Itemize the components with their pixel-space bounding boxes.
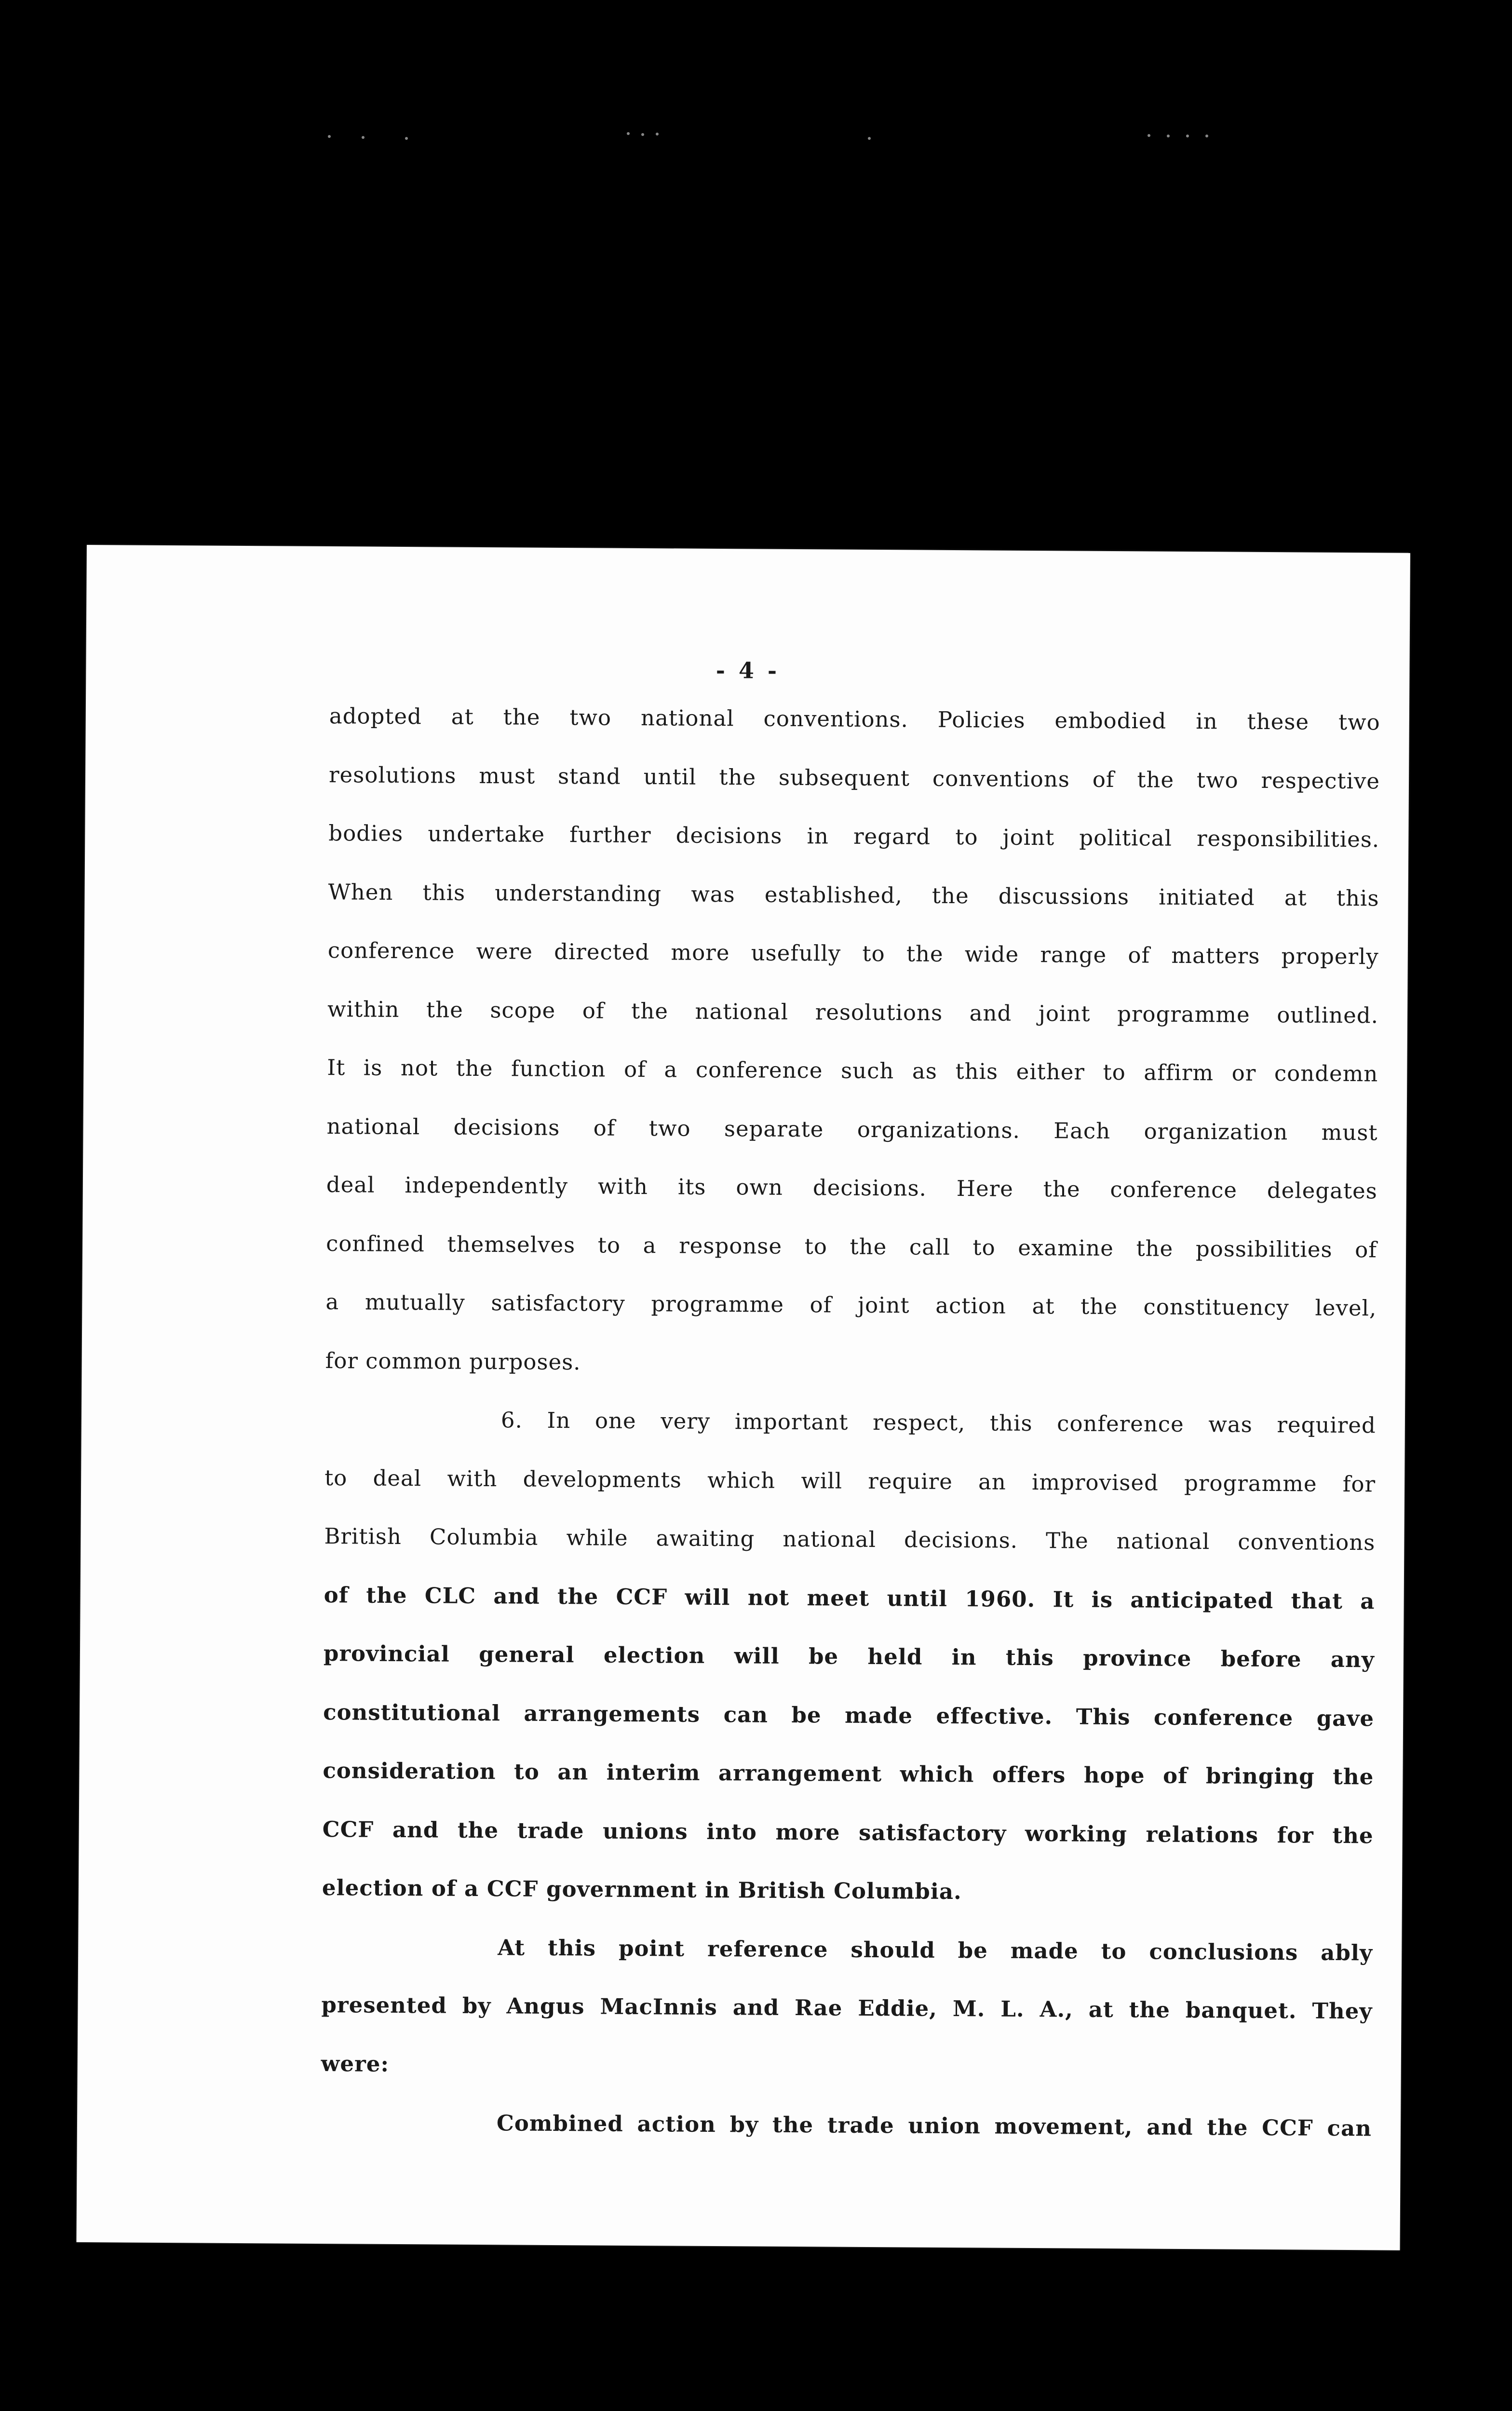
text-line: adopted at the two national conventions. Policies embodied in these two xyxy=(329,703,1380,735)
text-line: of the CLC and the CCF will not meet until 1960. It is anticipated that a xyxy=(324,1582,1375,1614)
text-line: CCF and the trade unions into more satisfactory working relations for the xyxy=(322,1816,1374,1848)
text-line: to deal with developments which will require an improvised programme for xyxy=(324,1464,1376,1497)
text-line: were: xyxy=(321,2050,390,2077)
text-line: within the scope of the national resolutions and joint programme outlined. xyxy=(327,996,1379,1028)
text-line: resolutions must stand until the subsequent conventions of the two respective xyxy=(328,761,1380,794)
text-line: national decisions of two separate organizations. Each organization must xyxy=(326,1113,1378,1145)
page-body xyxy=(320,702,1380,2173)
text-line: election of a CCF government in British Columbia. xyxy=(322,1875,962,1905)
text-line: bodies undertake further decisions in regard to joint political responsibilities. xyxy=(328,820,1380,853)
text-line: deal independently with its own decisions. Here the conference delegates xyxy=(326,1172,1378,1204)
text-line: 6. In one very important respect, this conference was required xyxy=(500,1407,1376,1438)
page-number: - 4 - xyxy=(716,657,780,684)
text-line: constitutional arrangements can be made effective. This conference gave xyxy=(323,1699,1375,1731)
document-page xyxy=(76,545,1410,2250)
text-line: a mutually satisfactory programme of joint action at the constituency level, xyxy=(325,1289,1377,1321)
text-line: for common purposes. xyxy=(325,1347,581,1375)
text-line: provincial general election will be held in this province before any xyxy=(323,1640,1375,1673)
text-line: presented by Angus MacInnis and Rae Eddie, M. L. A., at the banquet. They xyxy=(321,1992,1373,2024)
text-line: conference were directed more usefully to the wide range of matters properly xyxy=(327,937,1379,970)
text-line: At this point reference should be made to conclusions ably xyxy=(498,1934,1373,1965)
text-line: Combined action by the trade union movement, and the CCF can xyxy=(496,2110,1372,2141)
text-line: consideration to an interim arrangement which offers hope of bringing the xyxy=(323,1758,1374,1790)
scan-artifact-dots xyxy=(328,130,1244,145)
text-line: It is not the function of a conference such as this either to affirm or condemn xyxy=(327,1055,1378,1087)
text-line: When this understanding was established, the discussions initiated at this xyxy=(328,879,1379,911)
text-line: confined themselves to a response to the call to examine the possibilities of xyxy=(326,1230,1377,1262)
text-line: British Columbia while awaiting national decisions. The national conventions xyxy=(324,1523,1376,1556)
